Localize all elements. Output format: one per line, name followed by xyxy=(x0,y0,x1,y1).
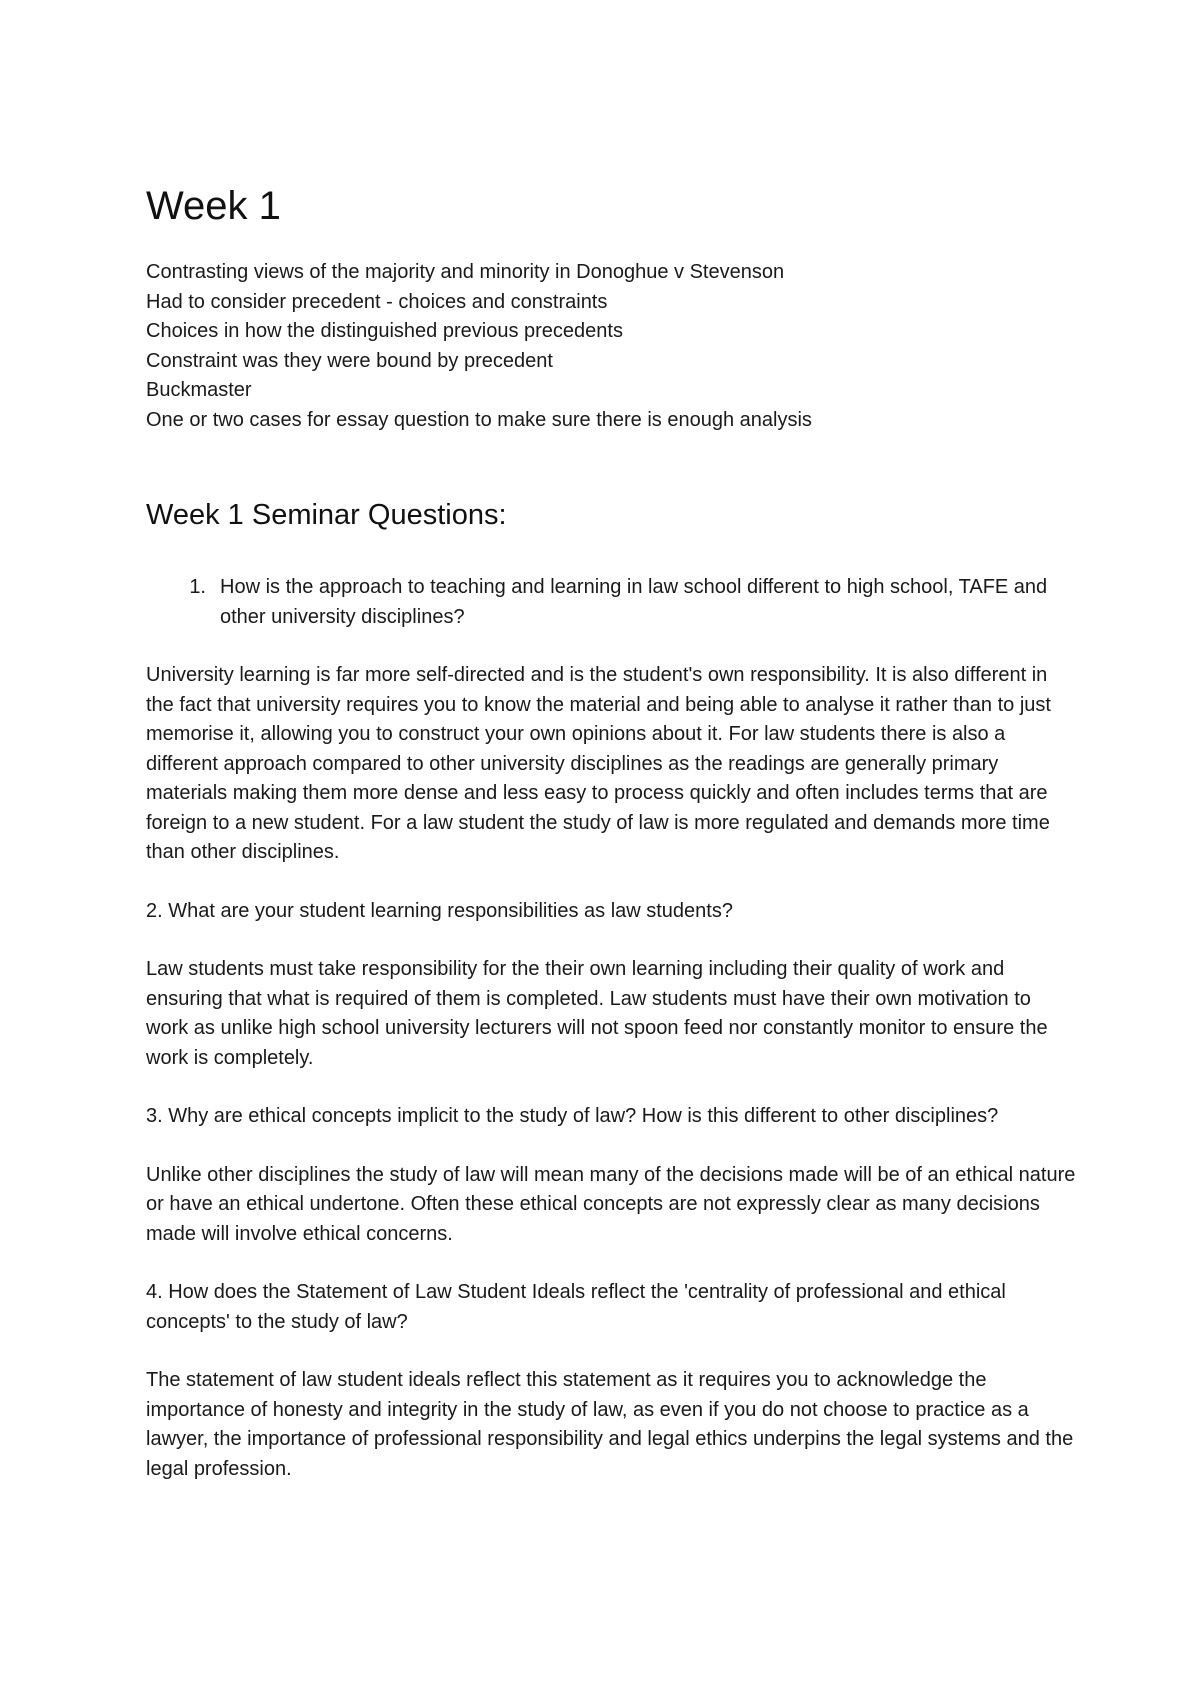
question-3: 3. Why are ethical concepts implicit to the study of law? How is this different to other disciplines? xyxy=(146,1105,999,1127)
intro-line: Had to consider precedent - choices and constraints xyxy=(146,290,608,313)
answer-1: University learning is far more self-directed and is the student's own responsibility. It is also different in the fact that university requires you to know the material and being able to analyse it rather than to just memorise it, allowing you to construct your own opinions about it. For law students there is also a different approach compared to other university disciplines as the readings are generally primary materials making them more dense and less easy to process quickly and often includes terms that are foreign to a new student. For a law student the study of law is more regulated and demands more time than other disciplines. xyxy=(146,664,1051,863)
intro-notes xyxy=(146,258,1076,435)
heading-week-1: Week 1 xyxy=(146,184,281,228)
intro-line: One or two cases for essay question to make sure there is enough analysis xyxy=(146,408,812,431)
question-1-text: How is the approach to teaching and learning in law school different to high school, TAFE and other university disciplines? xyxy=(220,576,1048,628)
answer-2: Law students must take responsibility for the their own learning including their quality of work and ensuring that what is required of them is completed. Law students must have their own motivation to work as unlike high school university lecturers will not spoon feed nor constantly monitor to ensure the work is completely. xyxy=(146,958,1048,1069)
heading-seminar-questions: Week 1 Seminar Questions: xyxy=(146,499,507,531)
question-1 xyxy=(146,573,1076,632)
question-2: 2. What are your student learning responsibilities as law students? xyxy=(146,899,733,922)
intro-line: Buckmaster xyxy=(146,379,252,401)
answer-3: Unlike other disciplines the study of law will mean many of the decisions made will be of an ethical nature or have an ethical undertone. Often these ethical concepts are not expressly clear as many decisions made will involve ethical concerns. xyxy=(146,1163,1076,1245)
document-page xyxy=(146,180,1076,1484)
intro-line: Contrasting views of the majority and minority in Donoghue v Stevenson xyxy=(146,261,785,283)
intro-line: Choices in how the distinguished previous precedents xyxy=(146,320,623,342)
question-1-number: 1. xyxy=(189,576,206,598)
intro-line: Constraint was they were bound by precedent xyxy=(146,349,553,372)
answer-4: The statement of law student ideals reflect this statement as it requires you to acknowledge the importance of honesty and integrity in the study of law, as even if you do not choose to practice as a lawyer, the importance of professional responsibility and legal ethics underpins the legal systems and the legal profession. xyxy=(146,1369,1074,1480)
question-4: 4. How does the Statement of Law Student Ideals reflect the 'centrality of professional and ethical concepts' to the study of law? xyxy=(146,1281,1006,1333)
